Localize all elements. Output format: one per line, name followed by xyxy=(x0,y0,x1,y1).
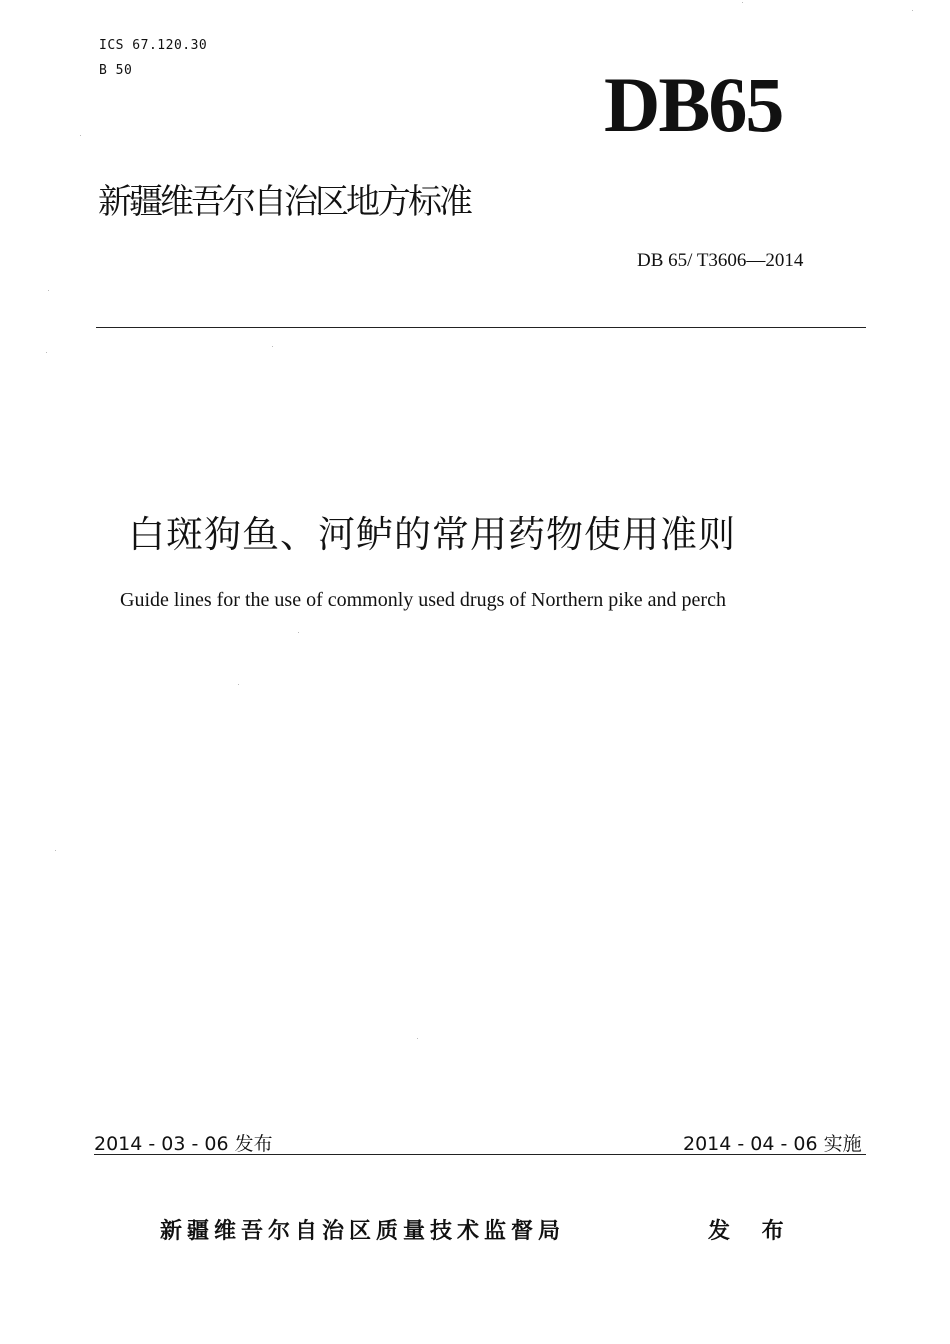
implementation-date: 2014 - 04 - 06 实施 xyxy=(683,1133,862,1155)
ics-code: ICS 67.120.30 xyxy=(99,38,208,53)
document-title-zh: 白斑狗鱼、河鲈的常用药物使用准则 xyxy=(128,513,736,556)
footer-divider xyxy=(94,1154,866,1155)
scan-speck xyxy=(80,135,81,136)
standard-type: 新疆维吾尔自治区地方标准 xyxy=(98,182,470,222)
scan-speck xyxy=(912,10,913,11)
scan-speck xyxy=(46,352,47,353)
classification-code: B 50 xyxy=(99,63,133,78)
scan-speck xyxy=(55,850,56,851)
scan-speck xyxy=(48,290,49,291)
standard-number: DB 65/ T3606—2014 xyxy=(637,250,804,271)
scan-speck xyxy=(238,684,239,685)
header-divider xyxy=(96,327,866,328)
publish-label: 发 布 xyxy=(708,1219,796,1244)
scan-speck xyxy=(272,346,273,347)
publisher-name: 新疆维吾尔自治区质量技术监督局 xyxy=(160,1219,566,1244)
document-title-en: Guide lines for the use of commonly used drugs of Northern pike and perch xyxy=(120,589,726,611)
scan-speck xyxy=(417,1038,418,1039)
issue-date: 2014 - 03 - 06 发布 xyxy=(94,1133,273,1155)
brand-mark-db65: DB65 xyxy=(604,61,783,148)
scan-speck xyxy=(298,632,299,633)
scan-speck xyxy=(742,2,743,3)
